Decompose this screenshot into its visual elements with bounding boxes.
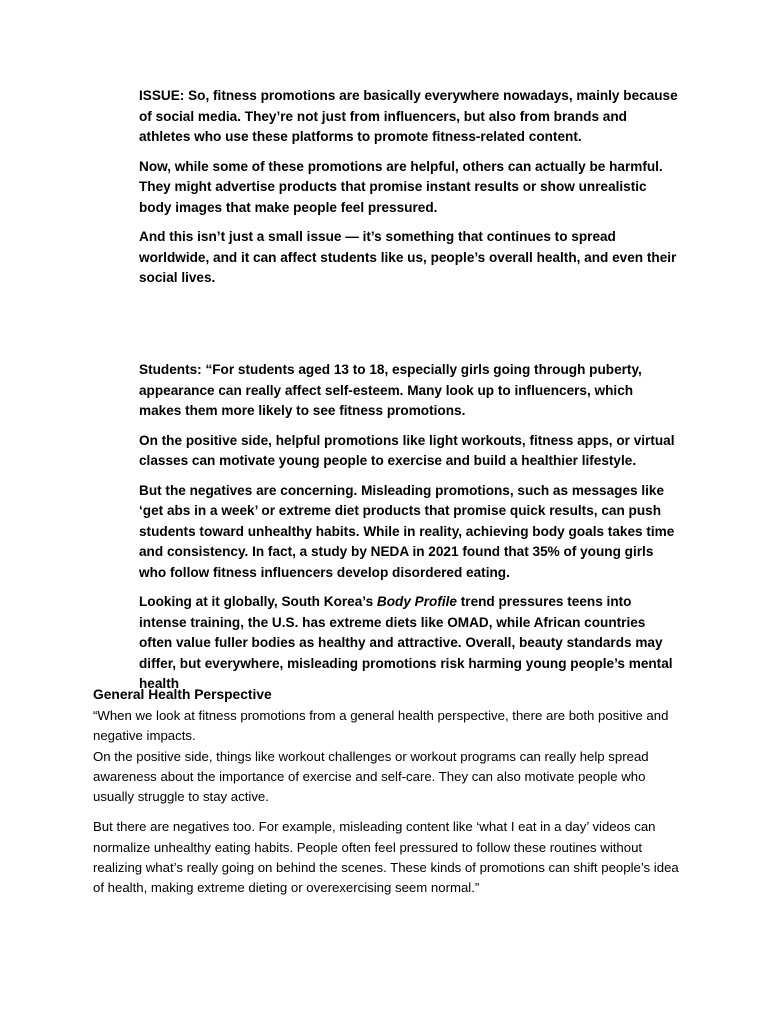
issue-section: [139, 86, 679, 298]
general-health-section: [93, 685, 683, 899]
general-health-paragraph-negative: But there are negatives too. For example, misleading content like ‘what I eat in a day’ videos can normalize unhealthy eating habits. People often feel pressured to follow these routines without realizing what’s really going on behind the scenes. These kinds of promotions can shift people’s idea of health, making extreme dieting or overexercising seem normal.”: [93, 819, 679, 896]
students-paragraph-global: [139, 592, 679, 695]
students-section: [139, 360, 679, 704]
global-text-after: trend pressures teens into intense training, the U.S. has extreme diets like OMAD, while African countries often value fuller bodies as healthy and attractive. Overall, beauty standards may differ, but everywhere, misleading promotions risk harming young people’s mental health: [139, 594, 673, 691]
general-health-paragraph-intro: “When we look at fitness promotions from a general health perspective, there are both positive and negative impacts.: [93, 708, 669, 744]
students-paragraph-intro: Students: “For students aged 13 to 18, especially girls going through puberty, appearance can really affect self-esteem. Many look up to influencers, which makes them more likely to see fitness promotions.: [139, 362, 642, 418]
general-health-heading: General Health Perspective: [93, 687, 272, 702]
issue-paragraph-harmful: Now, while some of these promotions are helpful, others can actually be harmful. They might advertise products that promise instant results or show unrealistic body images that make people feel pressured.: [139, 158, 663, 215]
issue-paragraph-intro: ISSUE: So, fitness promotions are basically everywhere nowadays, mainly because of social media. They’re not just from influencers, but also from brands and athletes who use these platforms to promote fitness-related content.: [139, 88, 678, 144]
students-paragraph-positive: On the positive side, helpful promotions like light workouts, fitness apps, or virtual classes can motivate young people to exercise and build a healthier lifestyle.: [139, 432, 675, 468]
issue-paragraph-worldwide: And this isn’t just a small issue — it’s something that continues to spread worldwide, and it can affect students like us, people’s overall health, and even their social lives.: [139, 229, 677, 285]
global-text-before: Looking at it globally, South Korea’s: [139, 594, 377, 609]
general-health-paragraph-positive: On the positive side, things like workout challenges or workout programs can really help spread awareness about the importance of exercise and self-care. They can also motivate people who usually struggle to stay active.: [93, 748, 649, 805]
students-paragraph-negative: But the negatives are concerning. Misleading promotions, such as messages like ‘get abs in a week’ or extreme diet products that promise quick results, can push students toward unhealthy habits. While in reality, achieving body goals takes time and consistency. In fact, a study by NEDA in 2021 found that 35% of young girls who follow fitness influencers develop disordered eating.: [139, 482, 675, 580]
global-text-emphasis: Body Profile: [376, 594, 457, 609]
